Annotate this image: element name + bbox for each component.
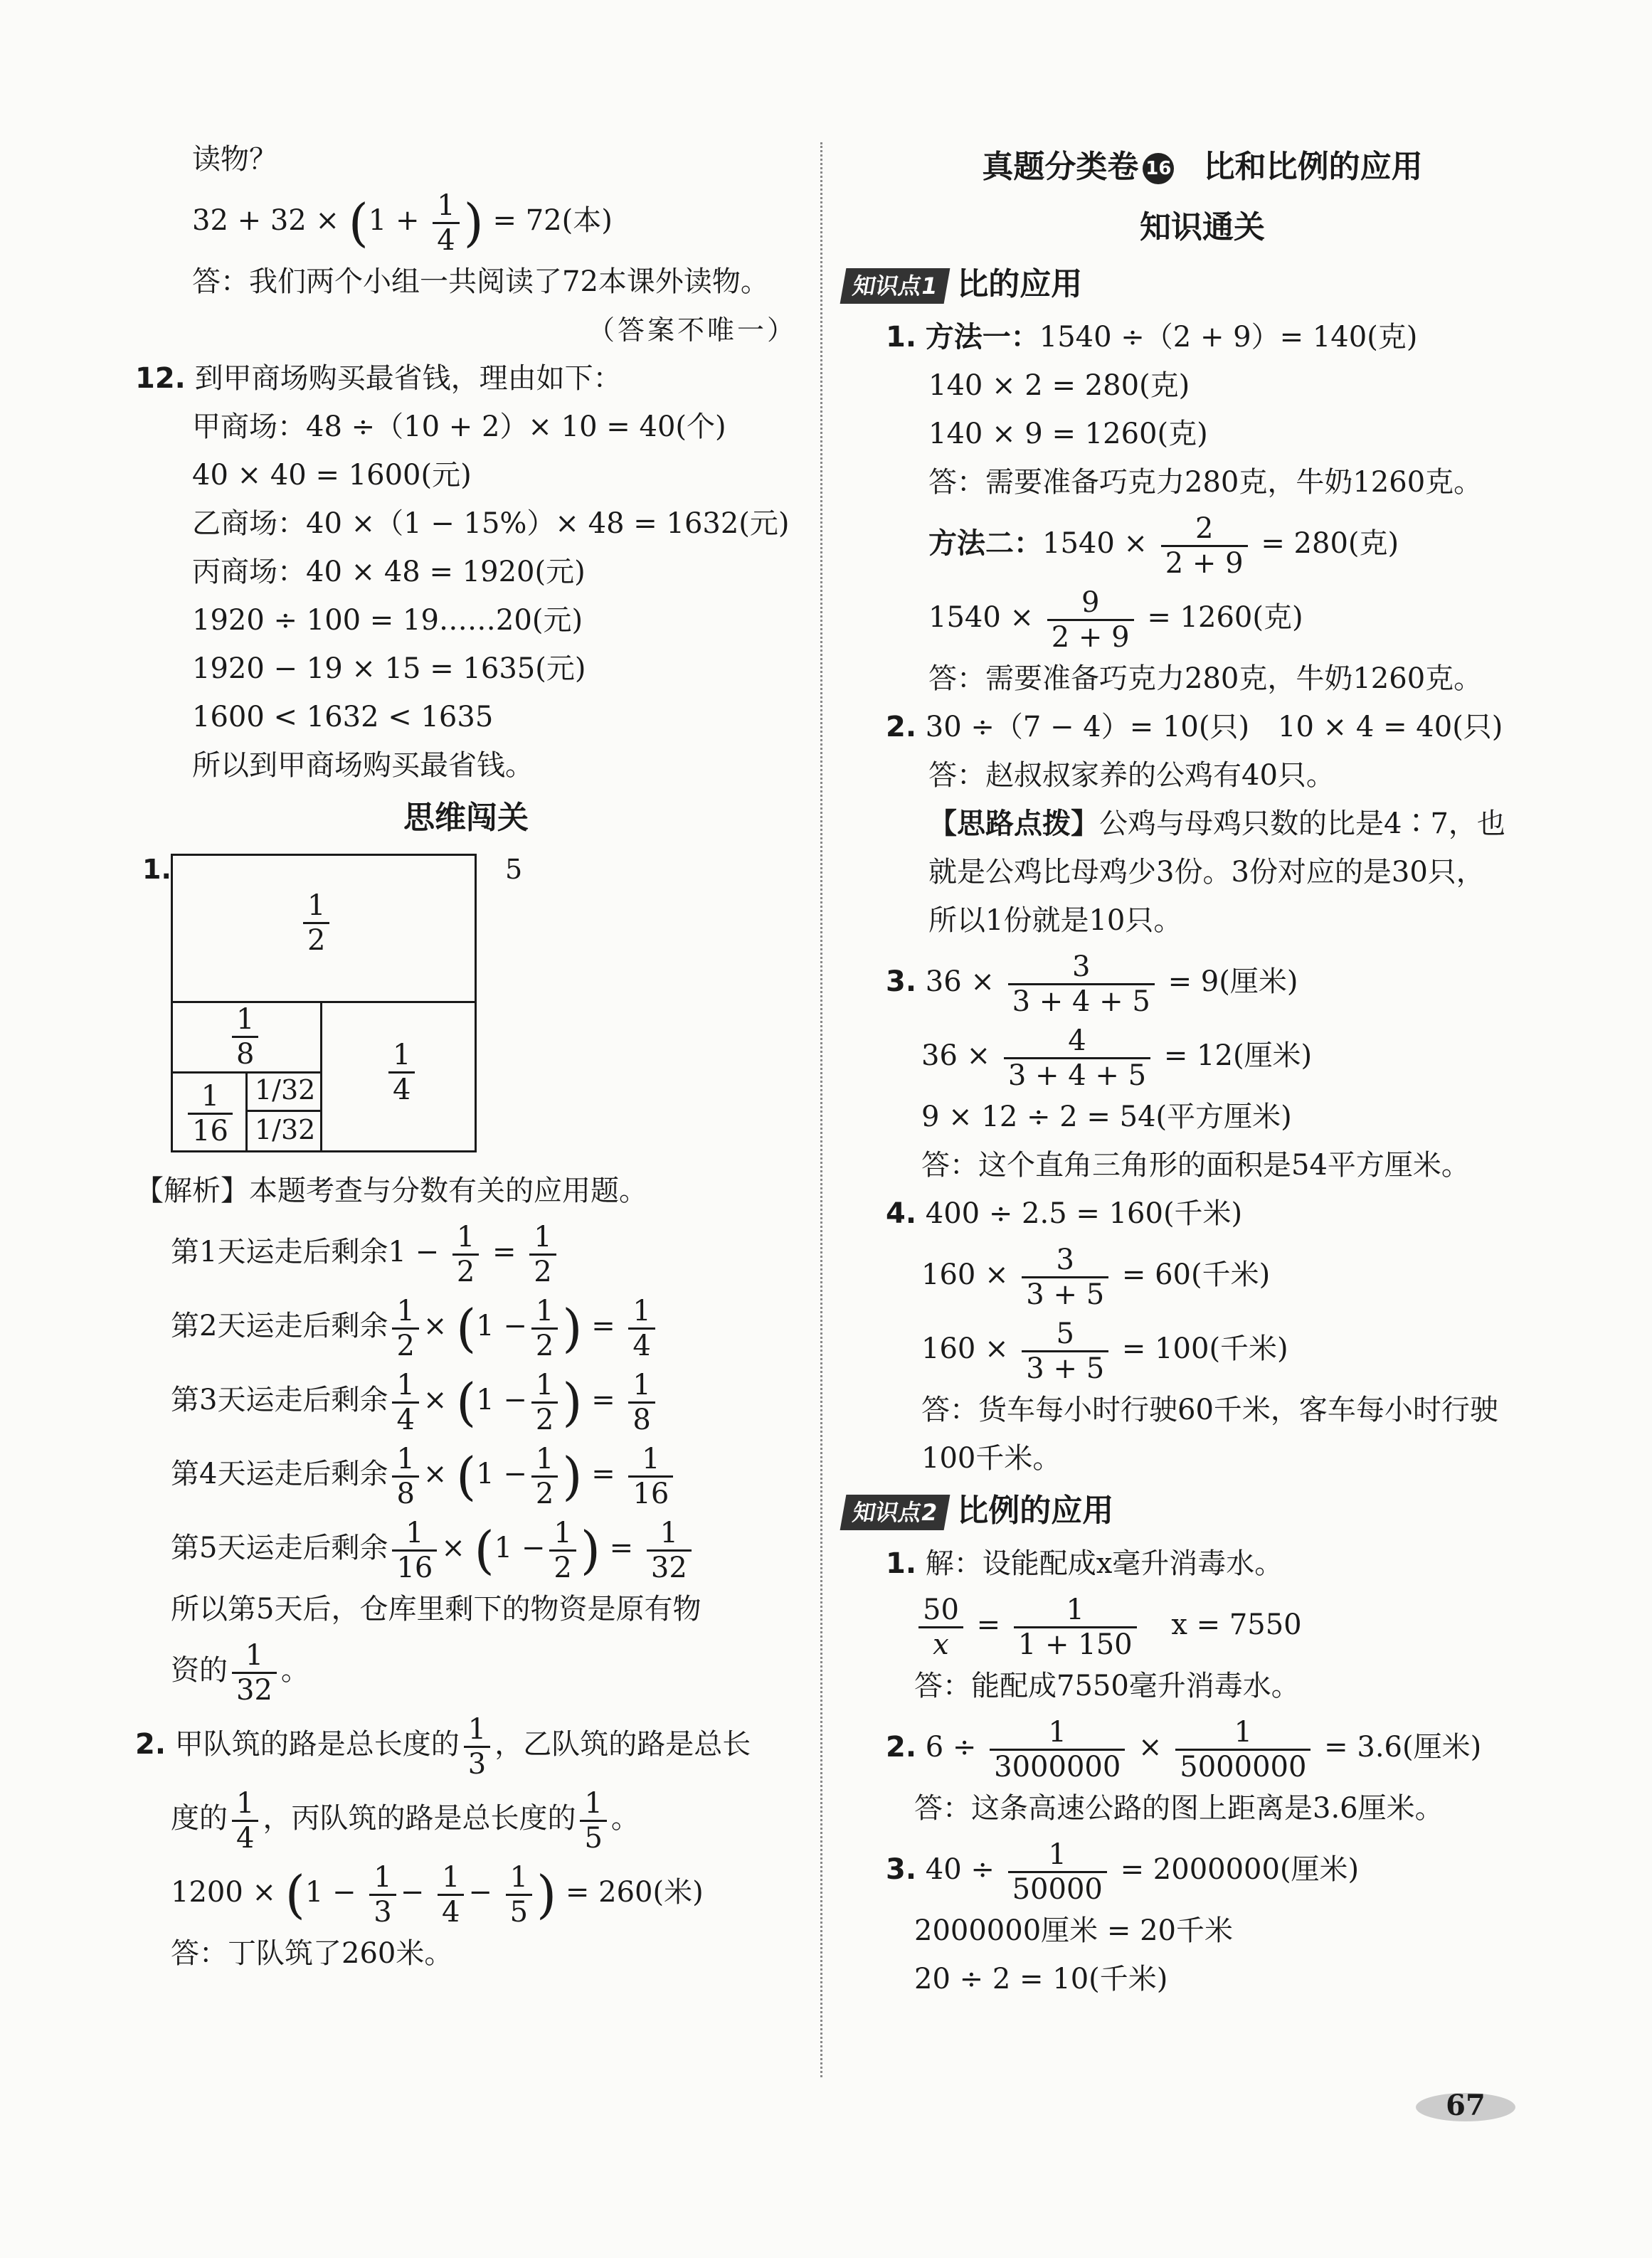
note: （答案不唯一） xyxy=(587,314,797,346)
p1-line: 1. 解：设能配成x毫升消毒水。 xyxy=(886,1547,1283,1580)
day-2-line: 第2天运走后剩余 $\frac{1}{2}$ × (1 − $\frac{1}{2}$ ) = $\frac{1}{4}$ xyxy=(171,1289,797,1363)
r1-method2-b: 1540 × $\frac{9}{2 + 9}$ = 1260(克) xyxy=(928,585,1303,654)
calc-line: 1600 < 1632 < 1635 xyxy=(192,701,494,733)
side-label: 5 xyxy=(505,854,523,885)
r3-answer: 答：这个直角三角形的面积是54平方厘米。 xyxy=(921,1149,1470,1182)
question-2: 2. 甲队筑的路是总长度的 $\frac{1}{3}$ ，乙队筑的路是总长 xyxy=(135,1712,751,1781)
page-title: 真题分类卷 16 比和比例的应用 xyxy=(982,149,1423,185)
r2-tip: 就是公鸡比母鸡少3份。3份对应的是30只， xyxy=(928,856,1485,889)
p2-line: 2. 6 ÷ $\frac{1}{3000000}$ × $\frac{1}{5000000}$ = 3.6(厘米) xyxy=(886,1715,1482,1783)
r4-line: 160 × $\frac{3}{3 + 5}$ = 60(千米) xyxy=(921,1243,1271,1311)
fraction-sixteenth: $\frac{1}{16}$ xyxy=(188,1080,233,1147)
analysis: 【解析】本题考查与分数有关的应用题。 xyxy=(135,1175,647,1207)
section-title: 思维闯关 xyxy=(403,800,529,836)
column-divider xyxy=(820,142,822,2077)
knowledge-point-1: 知识点1 比的应用 xyxy=(843,256,1562,313)
r4-answer: 答：货车每小时行驶60千米，客车每小时行驶 xyxy=(921,1394,1498,1426)
r4-line: 4. 400 ÷ 2.5 = 160(千米) xyxy=(886,1197,1243,1230)
kp-tag: 知识点2 xyxy=(840,1495,951,1530)
right-column xyxy=(843,135,1562,2003)
p3-line: 3. 40 ÷ $\frac{1}{50000}$ = 2000000(厘米) xyxy=(886,1838,1360,1906)
r1-line: 140 × 9 = 1260(克) xyxy=(928,418,1208,450)
r2-line: 2. 30 ÷（7 − 4）= 10(只) 10 × 4 = 40(只) xyxy=(886,711,1503,743)
r1-answer: 答：需要准备巧克力280克，牛奶1260克。 xyxy=(928,662,1483,695)
p1-answer: 答：能配成7550毫升消毒水。 xyxy=(914,1670,1300,1702)
p3-line: 2000000厘米 = 20千米 xyxy=(914,1914,1233,1947)
conclusion: 所以第5天后，仓库里剩下的物资是原有物 xyxy=(171,1593,701,1626)
formula-line: 32 + 32 × (1 + $\frac{1}{4}$ ) = 72(本) xyxy=(192,189,613,257)
left-column xyxy=(135,135,797,1978)
fraction-eighth: $\frac{1}{8}$ xyxy=(232,1003,258,1071)
kp-tag: 知识点1 xyxy=(840,268,951,304)
calc-line: 1920 − 19 × 15 = 1635(元) xyxy=(192,652,586,685)
calc-line: 1920 ÷ 100 = 19……20(元) xyxy=(192,604,583,637)
fraction: $\frac{1}{4}$ xyxy=(433,189,459,257)
section-title: 知识通关 xyxy=(1140,209,1265,245)
fraction-diagram xyxy=(135,854,797,1167)
knowledge-point-2: 知识点2 比例的应用 xyxy=(843,1483,1562,1539)
fraction-quarter: $\frac{1}{4}$ xyxy=(388,1039,415,1106)
r4-line: 160 × $\frac{5}{3 + 5}$ = 100(千米) xyxy=(921,1317,1288,1385)
chapter-badge: 16 xyxy=(1143,153,1174,184)
p1-equation: $\frac{50}{x}$ = $\frac{1}{1 + 150}$ x = 7550 xyxy=(914,1588,1562,1662)
label-32-top: 1/32 xyxy=(255,1074,316,1106)
r2-answer: 答：赵叔叔家养的公鸡有40只。 xyxy=(928,759,1335,792)
label-32-bottom: 1/32 xyxy=(255,1114,316,1145)
fraction-half: $\frac{1}{2}$ xyxy=(303,889,329,957)
text-line: 读物？ xyxy=(192,143,277,176)
r1-method2: 方法二：1540 × $\frac{2}{2 + 9}$ = 280(克) xyxy=(928,512,1399,580)
calc-line: 甲商场：48 ÷（10 + 2）× 10 = 40(个) xyxy=(192,410,726,443)
question-2-cont: 度的 $\frac{1}{4}$ ，丙队筑的路是总长度的 $\frac{1}{5}$ 。 xyxy=(171,1786,640,1855)
calc-line: 丙商场：40 × 48 = 1920(元) xyxy=(192,556,586,588)
r3-line: 3. 36 × $\frac{3}{3 + 4 + 5}$ = 9(厘米) xyxy=(886,950,1298,1018)
r1-line: 1. 方法一：1540 ÷（2 + 9）= 140(克) xyxy=(886,321,1418,354)
r1-answer: 答：需要准备巧克力280克，牛奶1260克。 xyxy=(928,466,1483,499)
question-12: 12. 到甲商场购买最省钱，理由如下： xyxy=(135,362,622,395)
day-3-line: 第3天运走后剩余 $\frac{1}{4}$ × (1 − $\frac{1}{2}$ ) = $\frac{1}{8}$ xyxy=(171,1363,797,1437)
day-1-line: 第1天运走后剩余1 − $\frac{1}{2}$ = $\frac{1}{2}$ xyxy=(171,1215,797,1289)
question-2-answer: 答：丁队筑了260米。 xyxy=(171,1937,453,1970)
r3-line: 36 × $\frac{4}{3 + 4 + 5}$ = 12(厘米) xyxy=(921,1024,1313,1092)
r4-answer: 100千米。 xyxy=(921,1442,1061,1475)
r1-line: 140 × 2 = 280(克) xyxy=(928,369,1190,402)
question-2-calc: 1200 × (1 − $\frac{1}{3}$ − $\frac{1}{4}$ − $\frac{1}{5}$ ) = 260(米) xyxy=(171,1860,704,1929)
question-number: 1. xyxy=(142,854,171,885)
r2-tip: 【思路点拨】公鸡与母鸡只数的比是4∶7，也 xyxy=(928,807,1505,840)
calc-line: 所以到甲商场购买最省钱。 xyxy=(192,749,534,782)
day-4-line: 第4天运走后剩余 $\frac{1}{8}$ × (1 − $\frac{1}{2}$ ) = $\frac{1}{16}$ xyxy=(171,1437,797,1511)
p3-line: 20 ÷ 2 = 10(千米) xyxy=(914,1963,1168,1995)
calc-line: 40 × 40 = 1600(元) xyxy=(192,459,472,492)
p2-answer: 答：这条高速公路的图上距离是3.6厘米。 xyxy=(914,1792,1444,1825)
page-number: 67 xyxy=(1416,2077,1515,2134)
r3-line: 9 × 12 ÷ 2 = 54(平方厘米) xyxy=(921,1101,1292,1133)
answer-line: 答：我们两个小组一共阅读了72本课外读物。 xyxy=(192,265,769,298)
day-5-line: 第5天运走后剩余 $\frac{1}{16}$ × (1 − $\frac{1}{2}$ ) = $\frac{1}{32}$ xyxy=(171,1511,797,1585)
conclusion-fraction: 资的 $\frac{1}{32}$ 。 xyxy=(171,1638,309,1707)
r2-tip: 所以1份就是10只。 xyxy=(928,904,1182,937)
calc-line: 乙商场：40 ×（1 − 15%）× 48 = 1632(元) xyxy=(192,507,790,540)
